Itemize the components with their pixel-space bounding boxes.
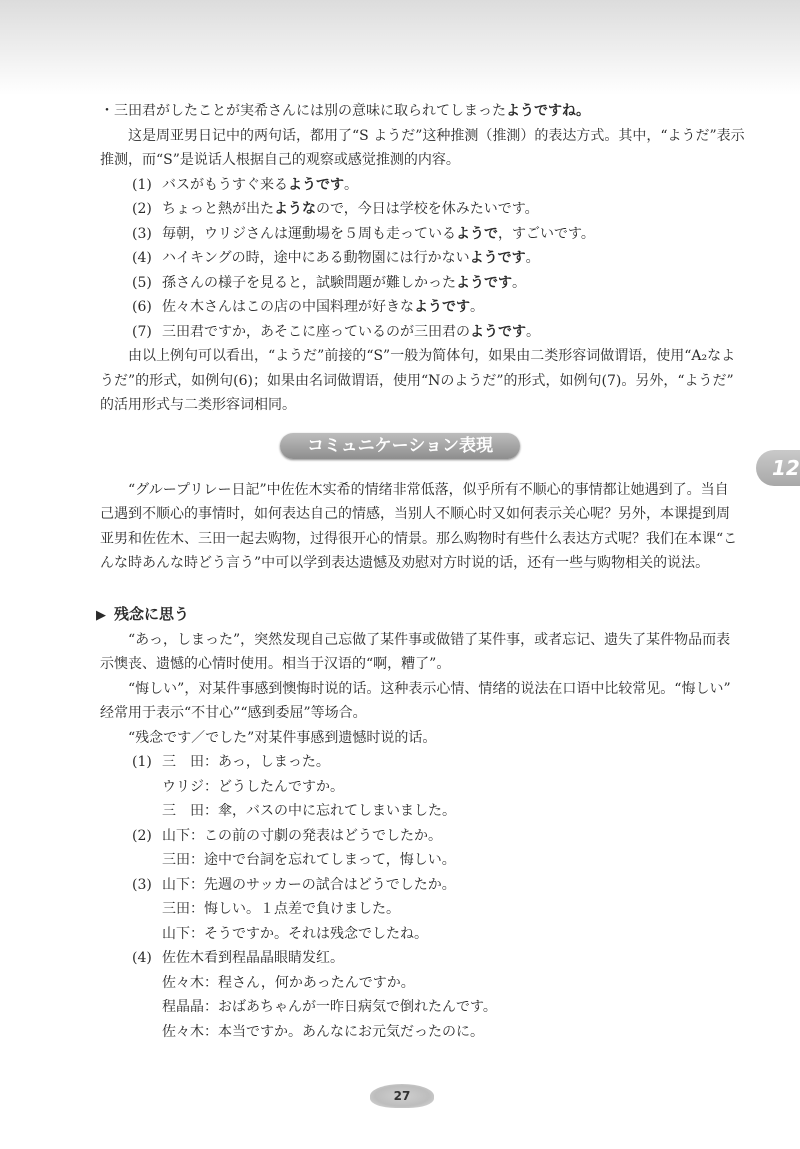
summary-line: 由以上例句可以看出，“ようだ”前接的“S”一般为简体句，如果由二类形容词做谓语，使用“A₂なよ xyxy=(128,348,736,364)
chapter-tab: 12 xyxy=(756,450,800,486)
dialog-1-line: 三 田：傘，バスの中に忘れてしまいました。 xyxy=(162,803,456,819)
dialog-4-line: 佐々木：本当ですか。あんなにお元気だったのに。 xyxy=(162,1023,484,1040)
bullet-bold: ようですね。 xyxy=(506,103,590,119)
para-line: 经常用于表示“不甘心”“感到委屈”等场合。 xyxy=(100,705,367,721)
example-5: (5) 孫さんの様子を見ると，試験問題が難しかったようです。 xyxy=(132,274,526,291)
intro-line: 亚男和佐佐木、三田一起去购物，过得很开心的情景。那么购物时有些什么表达方式呢？我们在本课“こ xyxy=(100,530,738,547)
intro-line: 己遇到不顺心的事情时，如何表达自己的情感，当别人不顺心时又如何表示关心呢？另外，本课提到周 xyxy=(100,506,730,522)
dialog-3-line: (3) 山下：先週のサッカーの試合はどうでしたか。 xyxy=(132,876,456,893)
para-line: “悔しい”，对某件事感到懊悔时说的话。这种表示心情、情绪的说法在口语中比较常见。“悔しい” xyxy=(128,680,731,697)
dialog-4-line: 佐々木：程さん，何かあったんですか。 xyxy=(162,974,415,991)
dialog-2-line: 三田：途中で台詞を忘れてしまって，悔しい。 xyxy=(162,852,456,868)
para-line: “あっ，しまった”，突然发现自己忘做了某件事或做错了某件事，或者忘记、遗失了某件物品而表 xyxy=(128,631,731,648)
example-3: (3) 毎朝，ウリジさんは運動場を５周も走っているようで，すごいです。 xyxy=(132,225,595,242)
summary-line: 的活用形式与二类形容词相同。 xyxy=(100,397,296,413)
bullet-sentence xyxy=(100,99,740,124)
dialog-1-line: (1) 三 田：あっ，しまった。 xyxy=(132,754,330,770)
page-number: 27 xyxy=(393,1089,411,1103)
example-6: (6) 佐々木さんはこの店の中国料理が好きなようです。 xyxy=(132,299,484,315)
dialog-2-line: (2) 山下：この前の寸劇の発表はどうでしたか。 xyxy=(132,827,442,844)
top-shade xyxy=(0,0,800,95)
example-1: (1) バスがもうすぐ来るようです。 xyxy=(132,176,358,193)
dialog-4-line: (4) 佐佐木看到程晶晶眼睛发红。 xyxy=(132,950,344,966)
page-number-badge xyxy=(370,1084,434,1108)
section-banner-area xyxy=(100,418,740,478)
section-banner: コミュニケーション表現 xyxy=(280,433,520,459)
dialog-3-line: 山下：そうですか。それは残念でしたね。 xyxy=(162,925,428,942)
intro-line: んな時あんな時どう言う”中可以学到表达遗憾及劝慰对方时说的话，还有一些与购物相关的说法。 xyxy=(100,555,710,571)
explanation-line: 推测，而“S”是说话人根据自己的观察或感觉推测的内容。 xyxy=(100,152,460,168)
section-heading-text: 残念に思う xyxy=(114,604,190,623)
bullet-text: ・三田君がしたことが実希さんには別の意味に取られてしまった xyxy=(100,103,506,119)
summary-line: うだ”的形式，如例句(6)；如果由名词做谓语，使用“Nのようだ”的形式，如例句(7)。另外，“ようだ” xyxy=(100,372,734,389)
triangle-icon: ▶ xyxy=(96,607,106,623)
section-heading xyxy=(96,600,740,628)
example-2: (2) ちょっと熱が出たようなので，今日は学校を休みたいです。 xyxy=(132,201,539,217)
intro-line: “グループリレー日記”中佐佐木实希的情绪非常低落，似乎所有不顺心的事情都让她遇到了。当自 xyxy=(128,481,729,498)
example-7: (7) 三田君ですか，あそこに座っているのが三田君のようです。 xyxy=(132,323,540,340)
para-line: “残念です／でした”对某件事感到遗憾时说的话。 xyxy=(128,729,437,746)
explanation-line: 这是周亚男日记中的两句话，都用了“S ようだ”这种推测（推測）的表达方式。其中，“ようだ”表示 xyxy=(128,127,745,144)
dialog-3-line: 三田：悔しい。１点差で負けました。 xyxy=(162,901,400,917)
dialog-1-line: ウリジ：どうしたんですか。 xyxy=(162,778,344,795)
dialog-4-line: 程晶晶：おばあちゃんが一昨日病気で倒れたんです。 xyxy=(162,999,497,1015)
page-content xyxy=(96,99,745,1044)
example-4: (4) ハイキングの時，途中にある動物園には行かないようです。 xyxy=(132,250,540,266)
para-line: 示懊丧、遗憾的心情时使用。相当于汉语的“啊，糟了”。 xyxy=(100,656,451,672)
